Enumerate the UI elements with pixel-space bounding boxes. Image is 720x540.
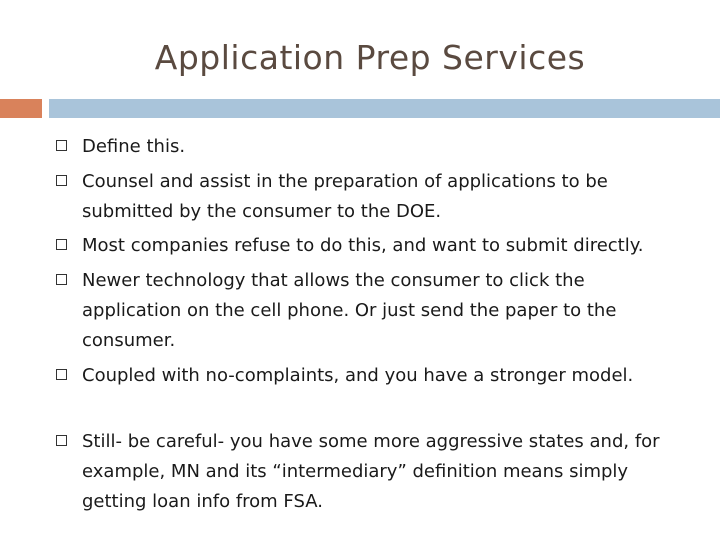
bullet-text: Still- be careful- you have some more aggressive states and, for example, MN and its “intermediary” definition means simply getting loan info from FSA. <box>82 431 660 512</box>
slide-title: Application Prep Services <box>154 38 586 77</box>
bullet-text: Define this. <box>82 136 186 157</box>
square-bullet-icon <box>56 239 67 250</box>
bullet-text: Coupled with no-complaints, and you have a stronger model. <box>82 365 634 386</box>
square-bullet-icon <box>56 369 67 380</box>
bullet-text: Most companies refuse to do this, and want to submit directly. <box>82 235 644 256</box>
square-bullet-icon <box>56 140 67 151</box>
square-bullet-icon <box>56 274 67 285</box>
bullet-text: Counsel and assist in the preparation of applications to be submitted by the consumer to the DOE. <box>82 171 608 222</box>
bullet-text: Newer technology that allows the consumer to click the application on the cell phone. Or just send the paper to the consumer. <box>82 270 617 351</box>
square-bullet-icon <box>56 435 67 446</box>
square-bullet-icon <box>56 175 67 186</box>
